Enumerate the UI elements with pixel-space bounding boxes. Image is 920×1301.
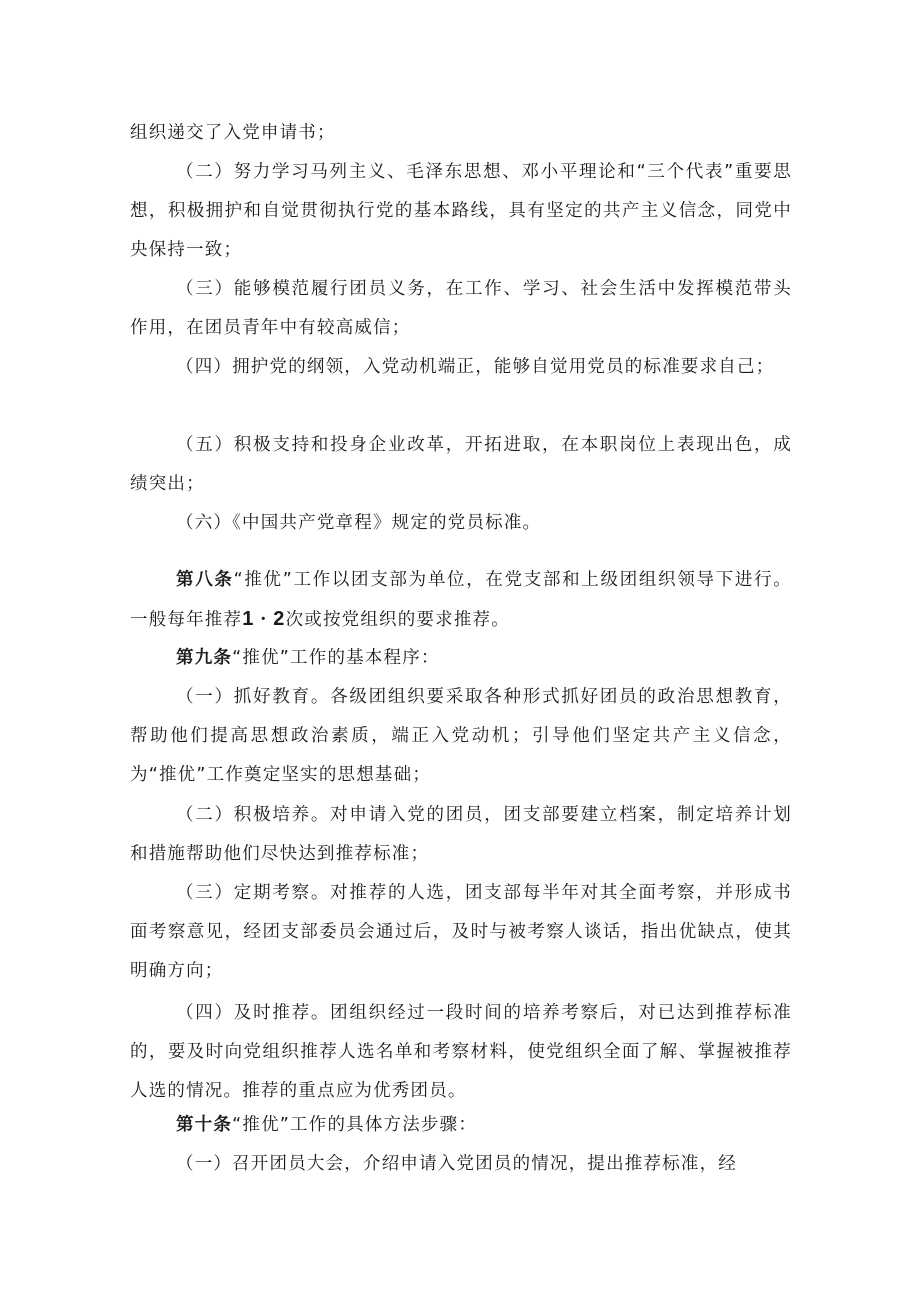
criteria-item-5: （五）积极支持和投身企业改革，开拓进取，在本职岗位上表现出色，成绩突出； (130, 435, 792, 494)
article-10 (130, 1106, 792, 1145)
article-8-number-1: 1 (242, 608, 255, 630)
article-8-body: “推优”工作以团支部为单位，在党支部和上级团组织领导下进行。一般每年推荐 (130, 570, 792, 630)
procedure-item-1: （一）抓好教育。各级团组织要采取各种形式抓好团员的政治思想教育，帮助他们提高思想政治素质，端正入党动机；引导他们坚定共产主义信念，为“推优”工作奠定坚实的思想基础； (130, 687, 792, 785)
paragraph-continuation: 组织递交了入党申请书； (130, 123, 336, 143)
procedure-item-3: （三）定期考察。对推荐的人选，团支部每半年对其全面考察，并形成书面考察意见，经团支部委员会通过后，及时与被考察人谈话，指出优缺点，使其明确方向； (130, 883, 792, 981)
criteria-item-6: （六）《中国共产党章程》规定的党员标准。 (176, 513, 542, 533)
article-8-heading: 第八条 (176, 570, 234, 590)
article-8-separator: ・ (254, 610, 274, 630)
criteria-item-2: （二）努力学习马列主义、毛泽东思想、邓小平理论和“三个代表”重要思想，积极拥护和自觉贯彻执行党的基本路线，具有坚定的共产主义信念，同党中央保持一致； (130, 162, 792, 260)
criteria-item-3: （三）能够模范履行团员义务，在工作、学习、社会生活中发挥模范带头作用，在团员青年中有较高威信； (130, 279, 792, 338)
procedure-item-2: （二）积极培养。对申请入党的团员，团支部要建立档案，制定培养计划和措施帮助他们尽快达到推荐标准； (130, 805, 792, 864)
article-9 (130, 639, 792, 678)
method-item-1: （一）召开团员大会，介绍申请入党团员的情况，提出推荐标准，经 (176, 1154, 737, 1174)
article-9-body: “推优”工作的基本程序： (232, 648, 440, 668)
procedure-item-4: （四）及时推荐。团组织经过一段时间的培养考察后，对已达到推荐标准的，要及时向党组织推荐人选名单和考察材料，使党组织全面了解、掌握被推荐人选的情况。推荐的重点应为优秀团员。 (130, 1003, 792, 1101)
article-8-body-end: 次或按党组织的要求推荐。 (285, 610, 510, 630)
criteria-item-4: （四）拥护党的纲领，入党动机端正，能够自觉用党员的标准要求自己； (176, 357, 775, 377)
article-9-heading: 第九条 (176, 648, 233, 668)
article-10-body: “推优”工作的具体方法步骤： (232, 1115, 478, 1135)
article-10-heading: 第十条 (176, 1115, 233, 1135)
article-8-number-2: 2 (273, 608, 286, 630)
article-8 (130, 561, 792, 640)
